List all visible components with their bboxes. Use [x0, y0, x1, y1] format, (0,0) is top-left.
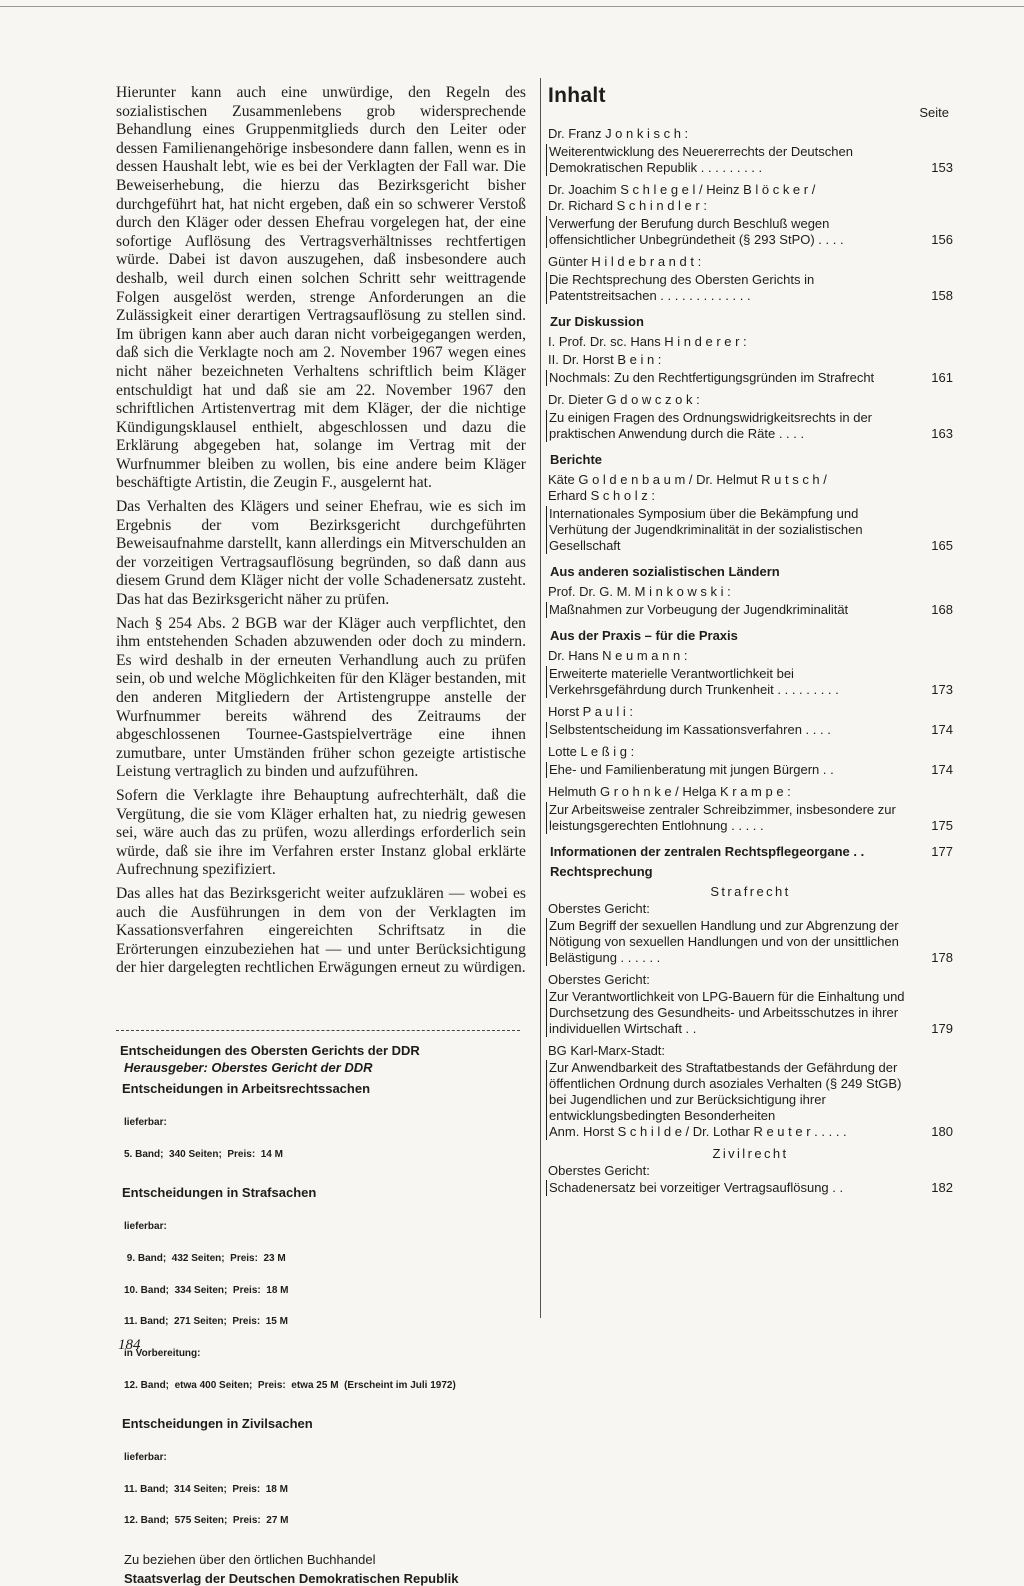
toc-author: Käte G o l d e n b a u m / Dr. Helmut R u t s c h / Erhard S c h o l z : — [548, 472, 827, 503]
section-divider — [116, 1030, 520, 1031]
toc-section-heading: Aus der Praxis – für die Praxis — [550, 628, 738, 643]
column-divider — [540, 78, 541, 1318]
toc-section-heading: Zur Diskussion — [550, 314, 644, 329]
toc-entry-page: 163 — [931, 426, 953, 441]
toc-entry-title: Verwerfung der Berufung durch Beschluß wegen offensichtlicher Unbegründetheit (§ 293 StPO) . . . . — [549, 216, 844, 247]
toc-entry-page: 158 — [931, 288, 953, 303]
toc-entry-title: Zur Arbeitsweise zentraler Schreibzimmer, insbesondere zur leistungsgerechten Entlohnung . . . . . — [549, 802, 896, 833]
toc-subsection-label: Zivilrecht — [712, 1146, 789, 1161]
toc-entry-page: 174 — [931, 722, 953, 737]
toc-entry[interactable] — [550, 844, 953, 859]
toc-entry[interactable] — [546, 144, 953, 176]
toc-author: Horst P a u l i : — [548, 704, 634, 719]
toc-entry-title: Die Rechtsprechung des Obersten Gerichts in Patentstreitsachen . . . . . . . . . . . . . — [549, 272, 815, 303]
toc-author: Lotte L e ß i g : — [548, 744, 635, 759]
toc-entry-page: 173 — [931, 682, 953, 697]
ad-footer-line: Zu beziehen über den örtlichen Buchhandel — [124, 1552, 376, 1568]
ad-section-list: lieferbar: 11. Band; 314 Seiten; Preis: 18 M 12. Band; 575 Seiten; Preis: 27 M — [124, 1451, 289, 1527]
toc-entry[interactable] — [546, 410, 953, 442]
toc-entry[interactable] — [546, 370, 953, 386]
toc-entry-title: Zu einigen Fragen des Ordnungswidrigkeitsrechts in der praktischen Anwendung durch die Räte . . . . — [549, 410, 873, 441]
toc-entry-title: Zur Anwendbarkeit des Straftatbestands der Gefährdung der öffentlichen Ordnung durch asoziales Verhalten (§ 249 StGB) bei Jugendlichen und zur Berücksichtigung ihrer entwicklungsbedingten Besonderheiten Anm. Horst S c h i l d e / Dr. Lothar R e u t e r . . . . . — [549, 1060, 902, 1139]
toc-entry[interactable] — [546, 802, 953, 834]
toc-title: Inhalt — [548, 84, 606, 107]
paragraph: Das Verhalten des Klägers und seiner Ehefrau, wie es sich im Ergebnis der vom Bezirksgericht durchgeführten Beweisaufnahme darstellt, kann allerdings ein Mitverschulden an der vorzeitigen Vertragsauflösung begründen, so daß dann aus diesem Grund dem Kläger nicht der volle Schadenersatz zusteht. Das hat das Bezirksgericht näher zu prüfen. — [116, 498, 526, 609]
toc-section-heading: Rechtsprechung — [550, 864, 653, 879]
toc-section-heading: Informationen der zentralen Rechtspflegeorgane . . — [550, 844, 865, 859]
toc-entry-page: 179 — [931, 1021, 953, 1036]
toc-entry-page: 165 — [931, 538, 953, 553]
toc-entry[interactable] — [546, 722, 953, 738]
toc-court: Oberstes Gericht: — [548, 1163, 650, 1178]
ad-title: Entscheidungen des Obersten Gerichts der DDR — [120, 1043, 420, 1058]
toc-entry-title: Nochmals: Zu den Rechtfertigungsgründen im Strafrecht — [549, 370, 875, 385]
toc-entry-title: Zum Begriff der sexuellen Handlung und zur Abgrenzung der Nötigung von sexuellen Handlungen und von der unsittlichen Belästigung . . . . . . — [549, 918, 899, 965]
ad-section-heading: Entscheidungen in Zivilsachen — [122, 1415, 313, 1431]
ad-publisher: Staatsverlag der Deutschen Demokratischen Republik — [124, 1571, 459, 1586]
toc-entry[interactable] — [546, 1060, 953, 1140]
toc-entry[interactable] — [546, 1180, 953, 1196]
paragraph: Sofern die Verklagte ihre Behauptung aufrechterhält, daß die Vergütung, die sie vom Kläger erhalten hat, zu niedrig gewesen sei, wäre auch das zu prüfen, wozu allerdings erforderlich sein würde, daß sie ihre im Verfahren erster Instanz global erklärte Aufrechnung spezifiziert. — [116, 786, 526, 879]
toc-entry-page: 180 — [931, 1124, 953, 1139]
ad-section-heading: Entscheidungen in Arbeitsrechtssachen — [122, 1081, 371, 1096]
ad-section-list: lieferbar: 5. Band; 340 Seiten; Preis: 14 M — [124, 1117, 283, 1160]
toc-entry-title: Internationales Symposium über die Bekämpfung und Verhütung der Jugendkriminalität in der sozialistischen Gesellschaft — [549, 506, 863, 553]
toc-entry-page: 153 — [931, 160, 953, 175]
toc-entry[interactable] — [546, 762, 953, 778]
toc-author: II. Dr. Horst B e i n : — [548, 352, 662, 367]
toc-author: Dr. Hans N e u m a n n : — [548, 648, 688, 663]
toc-entry-page: 182 — [931, 1180, 953, 1195]
toc-entry-title: Schadenersatz bei vorzeitiger Vertragsauflösung . . — [549, 1180, 844, 1195]
left-column-text — [116, 84, 526, 983]
toc-author: Dr. Dieter G d o w c z o k : — [548, 392, 700, 407]
publisher-advertisement — [120, 1043, 530, 1586]
toc-entry-page: 175 — [931, 818, 953, 833]
toc-entry[interactable] — [546, 506, 953, 554]
paragraph: Nach § 254 Abs. 2 BGB war der Kläger auch verpflichtet, den ihm entstehenden Schaden abzuwenden oder doch zu mindern. Es wird deshalb in der erneuten Verhandlung auch zu prüfen sein, ob und welche Möglichkeiten für den Kläger bestanden, mit den anderen Mitgliedern der Artistengruppe anstelle der Wurfnummer bereits während des Zeitraums der abgeschlossenen Tournee-Gastspielverträge eine ihnen zumutbare, unter Umständen früher schon gezeigte artistische Leistung vertraglich zu binden und aufzuführen. — [116, 614, 526, 781]
table-of-contents — [548, 84, 953, 1202]
toc-entry-page: 177 — [931, 844, 953, 859]
toc-entry[interactable] — [546, 989, 953, 1037]
toc-entry-title: Zur Verantwortlichkeit von LPG-Bauern für die Einhaltung und Durchsetzung des Gesundheits- und Arbeitsschutzes in ihrer individuellen Wirtschaft . . — [549, 989, 905, 1036]
toc-entry-title: Erweiterte materielle Verantwortlichkeit bei Verkehrsgefährdung durch Trunkenheit . . . . . . . . . — [549, 666, 839, 697]
paragraph: Das alles hat das Bezirksgericht weiter aufzuklären — wobei es auch die Ausführungen in dem von der Verklagten im Kassationsverfahren eingereichten Schriftsatz in die Erörterungen einzubeziehen hat — und unter Berücksichtigung der hier dargelegten rechtlichen Erwägungen erneut zu würdigen. — [116, 884, 526, 977]
toc-author: Dr. Joachim S c h l e g e l / Heinz B l ö c k e r / Dr. Richard S c h i n d l e r : — [548, 182, 816, 213]
ad-section-list: lieferbar: 9. Band; 432 Seiten; Preis: 23 M 10. Band; 334 Seiten; Preis: 18 M 11. Band; 271 Seiten; Preis: 15 M in Vorbereitung: 12. Band; etwa 400 Seiten; Preis: etwa 25 M (Erscheint im Juli 1972) — [124, 1220, 456, 1391]
page-number: 184 — [118, 1337, 141, 1353]
toc-author: I. Prof. Dr. sc. Hans H i n d e r e r : — [548, 334, 747, 349]
toc-entry[interactable] — [546, 602, 953, 618]
paragraph: Hierunter kann auch eine unwürdige, den Regeln des sozialistischen Zusammenlebens grob widersprechende Behandlung eines Gruppenmitglieds durch den Leiter oder dessen Familienangehörige insbesondere dann fallen, wenn es in dessen Haushalt lebt, wie es bei der Verklagten der Fall war. Die Beweiserhebung, die hierzu das Bezirksgericht bisher durchgeführt hat, hat nicht ergeben, daß ein so schwerer Verstoß durch den Kläger oder dessen Ehefrau vorgelegen hat, der eine sofortige Auflösung des Vertragsverhältnisses rechtfertigen würde. Dabei ist davon auszugehen, daß insbesondere auch deshalb, weil durch einen solchen Schritt sehr weittragende Folgen ausgelöst werden, strenge Anforderungen an die Zulässigkeit einer derartigen Vertragsauflösung zu stellen sind. Im übrigen kann aber auch daran nicht vorbeigegangen werden, daß sich die Verklagte noch am 2. November 1967 wegen eines nicht näher bezeichneten Verhaltens schriftlich beim Kläger entschuldigt hat und daß sie am 22. November 1967 den schriftlichen Artistenvertrag mit dem Kläger, der die nichtige Kündigungsklausel enthielt, abgeschlossen und dazu die Erklärung abgegeben hat, solange im Vertrag mit der Wurfnummer bleiben zu wollen, bis eine andere beim Kläger beschäftigte Artistin, die Zeugin F., ausgelernt hat. — [116, 84, 526, 492]
toc-entry-page: 174 — [931, 762, 953, 777]
toc-entry-title: Weiterentwicklung des Neuererrechts der Deutschen Demokratischen Republik . . . . . . . . . — [549, 144, 853, 175]
toc-entry-title: Ehe- und Familienberatung mit jungen Bürgern . . — [549, 762, 834, 777]
top-rule — [0, 6, 1024, 7]
toc-entry-page: 156 — [931, 232, 953, 247]
ad-section-heading: Entscheidungen in Strafsachen — [122, 1184, 317, 1200]
ad-editor: Herausgeber: Oberstes Gericht der DDR — [124, 1060, 373, 1075]
toc-section-heading: Berichte — [550, 452, 603, 467]
toc-entry-title: Selbstentscheidung im Kassationsverfahren . . . . — [549, 722, 831, 737]
toc-entry-page: 161 — [931, 370, 953, 385]
toc-entry[interactable] — [546, 216, 953, 248]
toc-entry-title: Maßnahmen zur Vorbeugung der Jugendkriminalität — [549, 602, 849, 617]
toc-court: BG Karl-Marx-Stadt: — [548, 1043, 666, 1058]
toc-author: Günter H i l d e b r a n d t : — [548, 254, 702, 269]
toc-section-heading: Aus anderen sozialistischen Ländern — [550, 564, 780, 579]
toc-entry-page: 178 — [931, 950, 953, 965]
toc-page-label: Seite — [919, 105, 949, 120]
toc-entry[interactable] — [546, 272, 953, 304]
toc-entry[interactable] — [546, 918, 953, 966]
toc-author: Prof. Dr. G. M. M i n k o w s k i : — [548, 584, 731, 599]
toc-entry[interactable] — [546, 666, 953, 698]
toc-author: Dr. Franz J o n k i s c h : — [548, 126, 689, 141]
toc-court: Oberstes Gericht: — [548, 972, 650, 987]
toc-author: Helmuth G r o h n k e / Helga K r a m p e : — [548, 784, 791, 799]
toc-court: Oberstes Gericht: — [548, 901, 650, 916]
toc-subsection-label: Strafrecht — [710, 884, 791, 899]
toc-entry-page: 168 — [931, 602, 953, 617]
